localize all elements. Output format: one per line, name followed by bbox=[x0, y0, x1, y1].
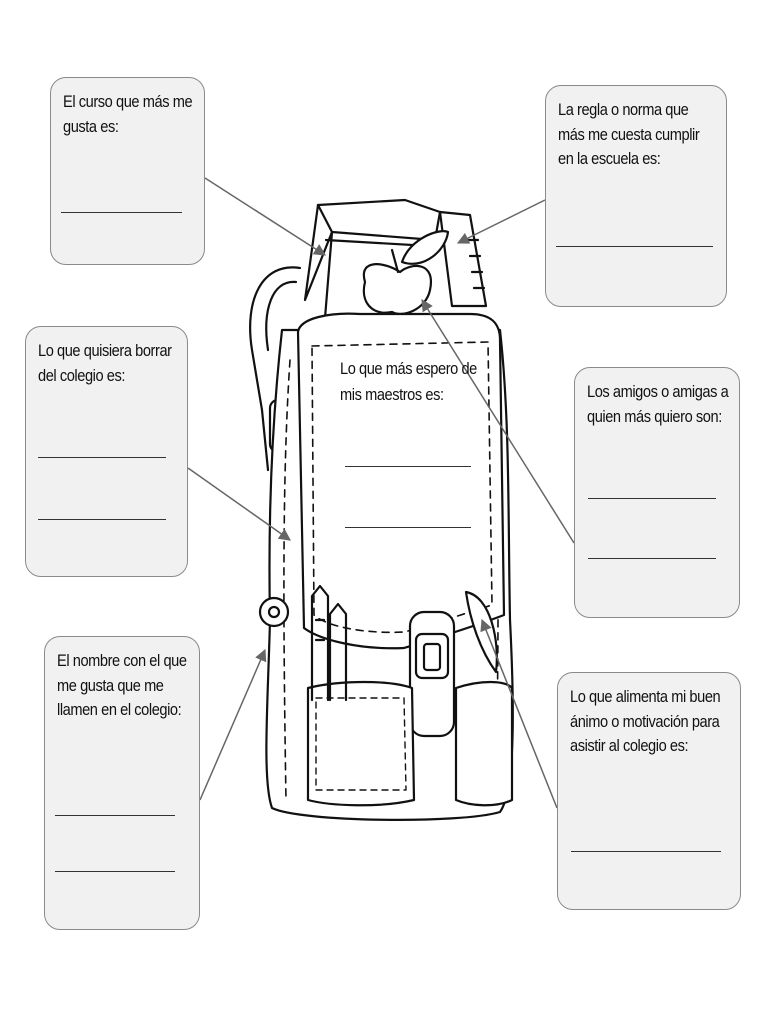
answer-line[interactable] bbox=[588, 558, 716, 559]
card-prompt: Lo que alimenta mi buen ánimo o motivación para asistir al colegio es: bbox=[570, 687, 721, 756]
card-motivation bbox=[557, 672, 741, 910]
ruler-icon bbox=[440, 212, 486, 306]
answer-line[interactable] bbox=[588, 498, 716, 499]
card-prompt: El nombre con el que me gusta que me llamen en el colegio: bbox=[57, 651, 187, 720]
card-prompt: La regla o norma que más me cuesta cumplir en la escuela es: bbox=[558, 100, 700, 169]
tape-roll-icon bbox=[260, 598, 288, 626]
card-erase-from-school bbox=[25, 326, 188, 577]
card-favorite-course bbox=[50, 77, 205, 265]
center-answer-line[interactable] bbox=[345, 527, 471, 528]
card-prompt: Los amigos o amigas a quien más quiero son: bbox=[587, 382, 729, 426]
answer-line[interactable] bbox=[38, 457, 166, 458]
answer-line[interactable] bbox=[38, 519, 166, 520]
card-prompt: Lo que quisiera borrar del colegio es: bbox=[38, 341, 172, 385]
card-beloved-friends bbox=[574, 367, 740, 618]
answer-line[interactable] bbox=[61, 212, 182, 213]
answer-line[interactable] bbox=[571, 851, 721, 852]
center-prompt: Lo que más espero de mis maestros es: bbox=[340, 359, 477, 404]
answer-line[interactable] bbox=[55, 871, 175, 872]
card-prompt: El curso que más me gusta es: bbox=[63, 92, 193, 136]
card-hardest-rule bbox=[545, 85, 727, 307]
answer-line[interactable] bbox=[55, 815, 175, 816]
answer-line[interactable] bbox=[556, 246, 713, 247]
center-answer-line[interactable] bbox=[345, 466, 471, 467]
card-preferred-name bbox=[44, 636, 200, 930]
